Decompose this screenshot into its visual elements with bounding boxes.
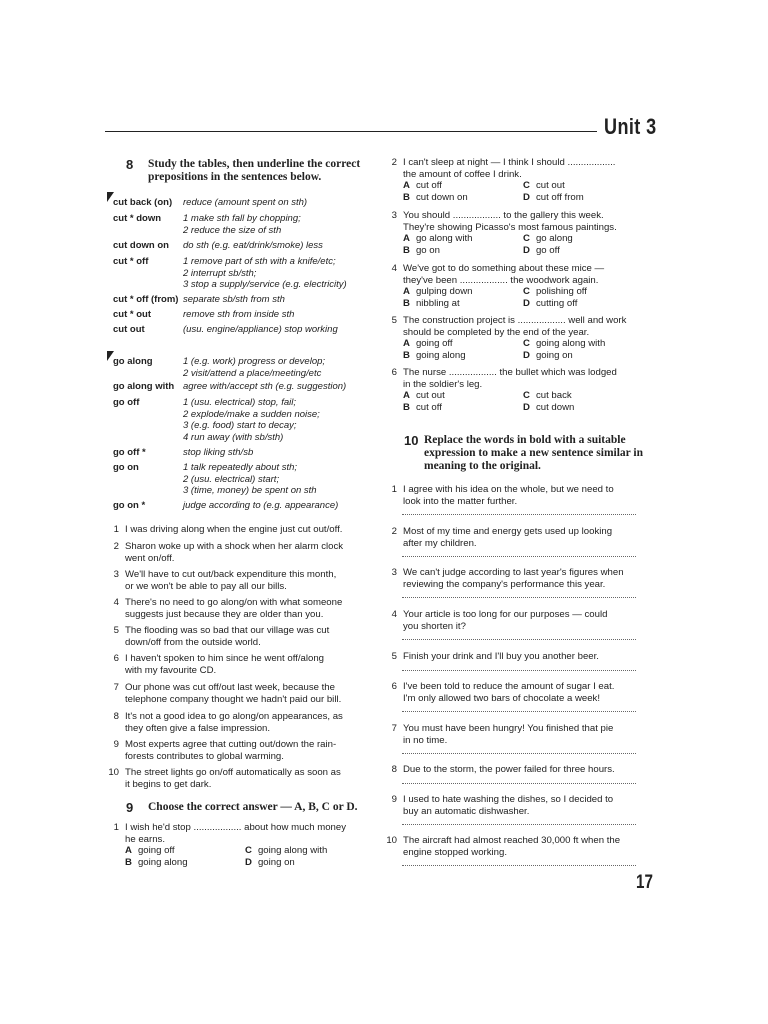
glossary-definition xyxy=(183,309,383,321)
option-letter: D xyxy=(523,349,530,361)
item-number: 3 xyxy=(391,210,397,221)
option-letter: C xyxy=(523,233,530,244)
definition-line: 1 (usu. electrical) stop, fail; xyxy=(183,397,296,408)
item-text xyxy=(403,681,647,704)
item-text-line: The construction project is .................. well and work xyxy=(403,315,627,326)
item-text-line: or we won't be able to pay all our bills. xyxy=(125,580,287,592)
item-text xyxy=(403,764,647,776)
definition-line: 2 visit/attend a place/meeting/etc xyxy=(183,367,322,379)
option-text: going along with xyxy=(257,845,328,856)
item-number: 1 xyxy=(113,524,119,535)
exercise-9-instruction: Choose the correct answer — A, B, C or D. xyxy=(148,801,358,813)
glossary-definition xyxy=(183,256,383,291)
option-text: go off xyxy=(535,244,560,256)
item-number: 8 xyxy=(391,764,397,775)
option-letter: A xyxy=(403,180,410,191)
item-text-line: Most experts agree that cutting out/down the rain- xyxy=(125,739,337,750)
answer-line[interactable] xyxy=(402,783,636,784)
item-text-line: We'll have to cut out/back expenditure this month, xyxy=(125,569,337,580)
definition-line: 1 (e.g. work) progress or develop; xyxy=(183,356,326,367)
option-letter: D xyxy=(523,297,530,309)
item-number: 6 xyxy=(391,681,397,692)
exercise-10-instruction: Replace the words in bold with a suitable expression to make a new sentence similar in meaning to the original. xyxy=(424,434,644,472)
item-text-line: You must have been hungry! You finished that pie xyxy=(403,723,614,734)
item-text xyxy=(403,651,647,663)
item-text-line: with my favourite CD. xyxy=(125,664,217,676)
glossary-term: cut * out xyxy=(113,309,151,320)
item-text-line: It's not a good idea to go along/on appearances, as xyxy=(125,711,343,722)
glossary-definition xyxy=(183,397,383,443)
item-text xyxy=(403,794,647,817)
item-text-line: Sharon woke up with a shock when her alarm clock xyxy=(125,541,344,552)
option-letter: A xyxy=(125,845,132,856)
option-text: cut off from xyxy=(535,191,584,203)
glossary-definition xyxy=(183,500,383,512)
item-text xyxy=(125,653,375,676)
option-text: polishing off xyxy=(535,286,587,297)
item-text-line: I wish he'd stop .................. about how much money xyxy=(125,822,346,833)
item-text-line: after my children. xyxy=(403,537,477,549)
item-text-line: I was driving along when the engine just cut out/off. xyxy=(125,524,343,535)
glossary-term: cut * down xyxy=(113,213,162,224)
item-text-line: engine stopped working. xyxy=(403,846,508,858)
definition-line: 3 stop a supply/service (e.g. electricity) xyxy=(183,279,347,290)
option-letter: B xyxy=(403,244,410,256)
item-text-line: look into the matter further. xyxy=(403,495,518,507)
item-number: 3 xyxy=(113,569,119,580)
item-text-line: They're showing Picasso's most famous paintings. xyxy=(403,221,617,233)
item-number: 4 xyxy=(391,609,397,620)
answer-option-b[interactable] xyxy=(403,192,468,204)
item-text xyxy=(403,567,647,590)
item-number: 8 xyxy=(113,711,119,722)
option-text: cut off xyxy=(415,180,442,191)
item-text xyxy=(403,157,643,180)
item-number: 5 xyxy=(391,651,397,662)
item-text xyxy=(403,835,647,858)
answer-option-d[interactable] xyxy=(523,350,573,362)
option-letter: A xyxy=(403,338,410,349)
option-letter: B xyxy=(403,401,410,413)
definition-line: 2 interrupt sb/sth; xyxy=(183,267,257,279)
glossary-definition xyxy=(183,447,383,459)
answer-option-c[interactable] xyxy=(523,180,565,192)
glossary-term: go on xyxy=(113,462,139,473)
item-text xyxy=(403,526,647,549)
item-text xyxy=(125,739,375,762)
item-text xyxy=(403,315,643,338)
item-number: 6 xyxy=(113,653,119,664)
option-letter: B xyxy=(403,191,410,203)
item-text-line: telephone company thought we hadn't paid our bill. xyxy=(125,693,342,705)
option-text: gulping down xyxy=(415,286,473,297)
option-letter: B xyxy=(403,297,410,309)
item-text-line: The street lights go on/off automatically as soon as xyxy=(125,767,341,778)
item-text-line: he earns. xyxy=(125,833,166,845)
definition-line: do sth (e.g. eat/drink/smoke) less xyxy=(183,240,323,251)
option-text: go along xyxy=(535,233,573,244)
answer-option-d[interactable] xyxy=(523,245,560,257)
answer-line[interactable] xyxy=(402,670,636,671)
definition-line: judge according to (e.g. appearance) xyxy=(183,500,339,511)
item-number: 9 xyxy=(113,739,119,750)
item-number: 10 xyxy=(386,835,397,846)
glossary-term: go along xyxy=(113,356,153,367)
glossary-term: cut * off (from) xyxy=(113,294,179,305)
item-text-line: I'm only allowed two bars of chocolate a week! xyxy=(403,692,601,704)
option-letter: C xyxy=(523,390,530,401)
exercise-8-instruction: Study the tables, then underline the correct prepositions in the sentences below. xyxy=(148,158,361,183)
option-text: cut out xyxy=(535,180,565,191)
option-text: going along with xyxy=(535,338,606,349)
item-text xyxy=(125,541,375,564)
answer-line[interactable] xyxy=(402,639,636,640)
answer-option-c[interactable] xyxy=(523,338,605,350)
item-text xyxy=(125,524,375,536)
item-text-line: in no time. xyxy=(403,734,448,746)
glossary-definition xyxy=(183,240,383,252)
item-text-line: buy an automatic dishwasher. xyxy=(403,805,530,817)
page-number: 17 xyxy=(636,872,653,893)
option-letter: D xyxy=(523,401,530,413)
option-text: going on xyxy=(535,349,573,361)
item-text-line: We've got to do something about these mice — xyxy=(403,263,605,274)
definition-line: separate sb/sth from sth xyxy=(183,294,285,305)
option-text: nibbling at xyxy=(415,297,460,309)
item-text-line: it begins to get dark. xyxy=(125,778,212,790)
answer-option-a[interactable] xyxy=(403,233,472,245)
item-text-line: reviewing the company's performance this year. xyxy=(403,578,606,590)
option-letter: A xyxy=(403,233,410,244)
option-letter: A xyxy=(403,390,410,401)
item-text-line: Your article is too long for our purposes — could xyxy=(403,609,608,620)
glossary-definition xyxy=(183,356,383,379)
option-text: cut off xyxy=(415,401,442,413)
exercise-8-heading xyxy=(126,158,396,188)
glossary-term: go on * xyxy=(113,500,146,511)
answer-line[interactable] xyxy=(402,514,636,515)
item-number: 1 xyxy=(113,822,119,833)
item-text-line: The flooding was so bad that our village was cut xyxy=(125,625,330,636)
item-text-line: I can't sleep at night — I think I should .................. xyxy=(403,157,616,168)
answer-line[interactable] xyxy=(402,824,636,825)
answer-option-a[interactable] xyxy=(403,286,472,298)
item-text-line: forests contributes to global warming. xyxy=(125,750,284,762)
definition-line: 3 (time, money) be spent on sth xyxy=(183,485,317,496)
answer-option-d[interactable] xyxy=(523,298,577,310)
item-number: 5 xyxy=(391,315,397,326)
definition-line: 1 make sth fall by chopping; xyxy=(183,213,301,224)
item-text xyxy=(403,484,647,507)
item-number: 2 xyxy=(391,157,397,168)
item-text-line: in the soldier's leg. xyxy=(403,378,483,390)
item-text xyxy=(125,597,375,620)
option-letter: D xyxy=(245,856,252,868)
option-text: going on xyxy=(257,856,295,868)
exercise-9-heading xyxy=(126,801,396,817)
item-text-line: Due to the storm, the power failed for three hours. xyxy=(403,764,615,775)
glossary-definition xyxy=(183,197,383,209)
answer-line[interactable] xyxy=(402,753,636,754)
item-text-line: The aircraft had almost reached 30,000 ft when the xyxy=(403,835,621,846)
item-number: 3 xyxy=(391,567,397,578)
item-text xyxy=(125,711,375,734)
glossary-definition xyxy=(183,381,383,393)
answer-option-d[interactable] xyxy=(245,857,295,869)
option-text: cut down xyxy=(535,401,575,413)
item-text-line: I used to hate washing the dishes, so I decided to xyxy=(403,794,614,805)
item-number: 9 xyxy=(391,794,397,805)
option-letter: D xyxy=(523,244,530,256)
glossary-definition xyxy=(183,324,383,336)
item-text xyxy=(125,822,365,845)
definition-line: 3 (e.g. food) start to decay; xyxy=(183,420,297,431)
definition-line: 2 explode/make a sudden noise; xyxy=(183,408,320,420)
item-text-line: You should .................. to the gallery this week. xyxy=(403,210,604,221)
item-text-line: Our phone was cut off/out last week, because the xyxy=(125,682,335,693)
item-number: 2 xyxy=(391,526,397,537)
item-text-line: they often give a false impression. xyxy=(125,722,271,734)
glossary-term: go along with xyxy=(113,381,175,392)
exercise-9-number: 9 xyxy=(126,800,134,815)
item-number: 4 xyxy=(113,597,119,608)
item-text xyxy=(403,367,643,390)
answer-option-c[interactable] xyxy=(523,286,587,298)
glossary-term: cut out xyxy=(113,324,145,335)
item-text-line: went on/off. xyxy=(125,552,175,564)
definition-line: reduce (amount spent on sth) xyxy=(183,197,308,208)
option-text: cut out xyxy=(415,390,445,401)
item-text-line: I've been told to reduce the amount of sugar I eat. xyxy=(403,681,615,692)
option-text: cut back xyxy=(535,390,572,401)
option-letter: B xyxy=(125,856,132,868)
item-text-line: they've been .................. the woodwork again. xyxy=(403,274,599,286)
item-text-line: down/off from the outside world. xyxy=(125,636,261,648)
definition-line: 2 reduce the size of sth xyxy=(183,224,282,236)
answer-option-d[interactable] xyxy=(523,402,574,414)
item-number: 4 xyxy=(391,263,397,274)
answer-option-d[interactable] xyxy=(523,192,584,204)
definition-line: (usu. engine/appliance) stop working xyxy=(183,324,338,335)
option-text: going along xyxy=(137,856,188,868)
item-text-line: suggests just because they are older than you. xyxy=(125,608,324,620)
unit-title: Unit 3 xyxy=(604,114,657,139)
item-text-line: The nurse .................. the bullet which was lodged xyxy=(403,367,617,378)
option-text: cutting off xyxy=(535,297,578,309)
item-text xyxy=(125,767,375,790)
answer-option-b[interactable] xyxy=(403,298,460,310)
item-number: 1 xyxy=(391,484,397,495)
definition-line: 4 run away (with sb/sth) xyxy=(183,431,284,443)
item-text-line: you shorten it? xyxy=(403,620,466,632)
option-text: going off xyxy=(137,845,175,856)
option-text: going along xyxy=(415,349,466,361)
option-text: go along with xyxy=(415,233,473,244)
answer-line[interactable] xyxy=(402,711,636,712)
answer-line[interactable] xyxy=(402,556,636,557)
item-text xyxy=(403,609,647,632)
item-text xyxy=(403,210,643,233)
item-number: 7 xyxy=(113,682,119,693)
item-number: 7 xyxy=(391,723,397,734)
glossary-term: go off * xyxy=(113,447,146,458)
item-text-line: I agree with his idea on the whole, but we need to xyxy=(403,484,614,495)
answer-option-b[interactable] xyxy=(403,350,466,362)
definition-line: 2 (usu. electrical) start; xyxy=(183,473,280,485)
exercise-10-heading xyxy=(404,434,654,476)
option-text: going off xyxy=(415,338,453,349)
option-letter: B xyxy=(403,349,410,361)
header-rule xyxy=(105,131,597,132)
answer-option-c[interactable] xyxy=(245,845,327,857)
answer-option-b[interactable] xyxy=(403,402,442,414)
exercise-8-number: 8 xyxy=(126,157,134,172)
glossary-term: go off xyxy=(113,397,140,408)
glossary-definition xyxy=(183,213,383,236)
item-text-line: Finish your drink and I'll buy you another beer. xyxy=(403,651,599,662)
answer-option-a[interactable] xyxy=(403,180,442,192)
glossary-term: cut * off xyxy=(113,256,149,267)
answer-option-a[interactable] xyxy=(125,845,175,857)
option-text: go on xyxy=(415,244,440,256)
glossary-term: cut back (on) xyxy=(113,197,173,208)
definition-line: remove sth from inside sth xyxy=(183,309,295,320)
exercise-10-number: 10 xyxy=(404,433,419,448)
item-text-line: We can't judge according to last year's figures when xyxy=(403,567,624,578)
item-text-line: the amount of coffee I drink. xyxy=(403,168,522,180)
answer-option-a[interactable] xyxy=(403,338,453,350)
option-letter: C xyxy=(245,845,252,856)
definition-line: agree with/accept sth (e.g. suggestion) xyxy=(183,381,347,392)
item-number: 5 xyxy=(113,625,119,636)
item-number: 10 xyxy=(108,767,119,778)
item-number: 2 xyxy=(113,541,119,552)
option-text: cut down on xyxy=(415,191,468,203)
option-letter: D xyxy=(523,191,530,203)
option-letter: C xyxy=(523,286,530,297)
glossary-term: cut down on xyxy=(113,240,169,251)
answer-line[interactable] xyxy=(402,597,636,598)
item-text xyxy=(403,723,647,746)
option-letter: C xyxy=(523,180,530,191)
item-number: 6 xyxy=(391,367,397,378)
item-text-line: Most of my time and energy gets used up looking xyxy=(403,526,613,537)
answer-option-c[interactable] xyxy=(523,390,572,402)
item-text xyxy=(125,682,375,705)
item-text-line: There's no need to go along/on with what someone xyxy=(125,597,343,608)
item-text xyxy=(403,263,643,286)
item-text-line: I haven't spoken to him since he went off/along xyxy=(125,653,324,664)
option-letter: A xyxy=(403,286,410,297)
glossary-definition xyxy=(183,462,383,497)
answer-option-b[interactable] xyxy=(403,245,440,257)
option-letter: C xyxy=(523,338,530,349)
definition-line: stop liking sth/sb xyxy=(183,447,254,458)
definition-line: 1 talk repeatedly about sth; xyxy=(183,462,298,473)
answer-line[interactable] xyxy=(402,865,636,866)
answer-option-b[interactable] xyxy=(125,857,188,869)
item-text xyxy=(125,625,375,648)
glossary-definition xyxy=(183,294,383,306)
answer-option-a[interactable] xyxy=(403,390,445,402)
item-text xyxy=(125,569,375,592)
definition-line: 1 remove part of sth with a knife/etc; xyxy=(183,256,336,267)
item-text-line: should be completed by the end of the year. xyxy=(403,326,590,338)
answer-option-c[interactable] xyxy=(523,233,573,245)
